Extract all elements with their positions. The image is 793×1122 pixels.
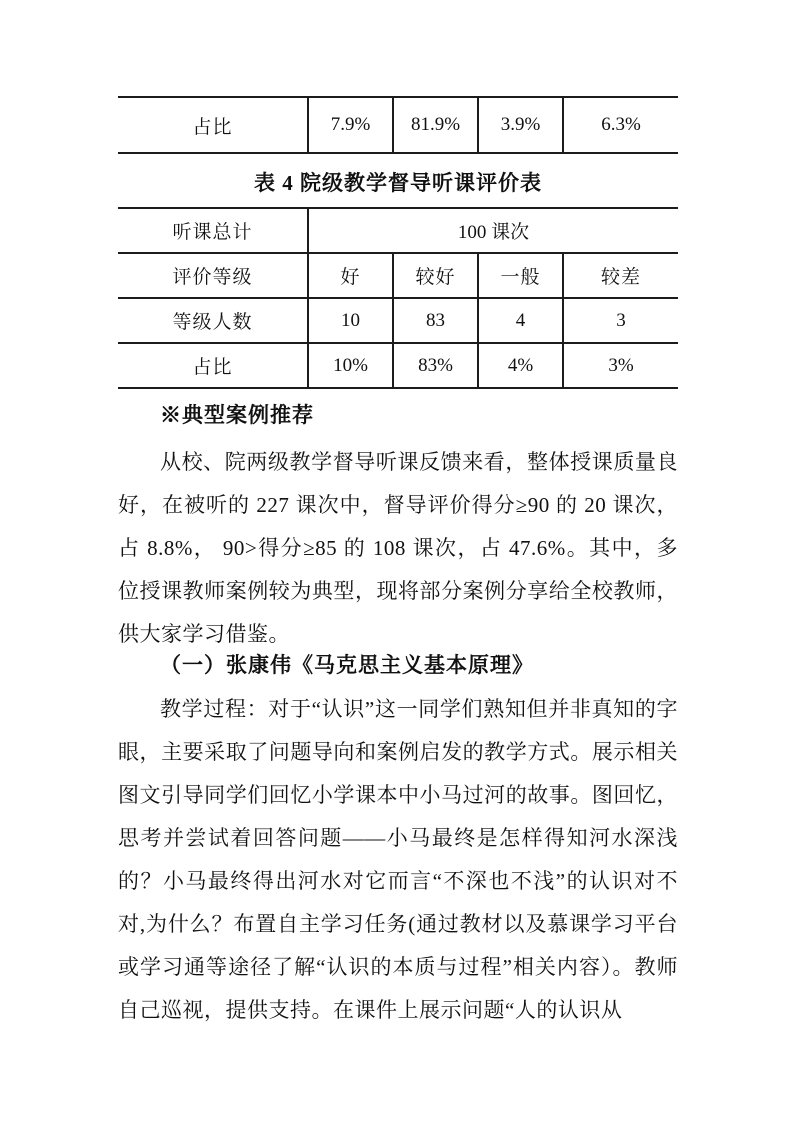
table-cell: 3 [563, 298, 678, 343]
table-cell: 3% [563, 343, 678, 388]
table-cell: 一般 [478, 253, 563, 298]
table-cell: 评价等级 [118, 253, 308, 298]
table-row-counts [118, 298, 678, 343]
table-cell: 好 [308, 253, 393, 298]
table-cell: 3.9% [478, 97, 563, 153]
table4-title: 表 4 院级教学督导听课评价表 [254, 171, 542, 195]
table-cell: 占比 [118, 343, 308, 388]
table-cell: 10 [308, 298, 393, 343]
paragraph-summary: 从校、院两级教学督导听课反馈来看，整体授课质量良好，在被听的 227 课次中，督导评价得分≥90 的 20 课次，占 8.8%， 90>得分≥85 的 108 课次，占 47.6%。其中，多位授课教师案例较为典型，现将部分案例分享给全校教师，供大家学习借鉴。 [118, 450, 678, 646]
section-heading: ※典型案例推荐 [160, 403, 314, 427]
paragraph-case-description: 教学过程：对于“认识”这一同学们熟知但并非真知的字眼，主要采取了问题导向和案例启发的教学方式。展示相关图文引导同学们回忆小学课本中小马过河的故事。图回忆，思考并尝试着回答问题——小马最终是怎样得知河水深浅的？小马最终得出河水对它而言“不深也不浅”的认识对不对,为什么？布置自主学习任务(通过教材以及慕课学习平台或学习通等途径了解“认识的本质与过程”相关内容）。教师自己巡视，提供支持。在课件上展示问题“人的认识从 [118, 697, 678, 1022]
table-cell: 4 [478, 298, 563, 343]
table-cell: 听课总计 [118, 208, 308, 253]
table-cell: 81.9% [393, 97, 478, 153]
table-cell: 10% [308, 343, 393, 388]
table-row-ratios [118, 343, 678, 388]
table-row [118, 97, 678, 153]
table-cell: 较差 [563, 253, 678, 298]
table-cell: 100 课次 [308, 208, 678, 253]
table-cell: 等级人数 [118, 298, 308, 343]
case-heading: （一）张康伟《马克思主义基本原理》 [160, 653, 534, 677]
table-cell: 较好 [393, 253, 478, 298]
table-cell: 83 [393, 298, 478, 343]
previous-table-ratio-row [118, 96, 678, 154]
table-cell: 83% [393, 343, 478, 388]
table-cell: 4% [478, 343, 563, 388]
table-cell: 6.3% [563, 97, 678, 153]
table4 [118, 207, 678, 389]
table-cell: 7.9% [308, 97, 393, 153]
table-row-grades [118, 253, 678, 298]
table-row-summary [118, 208, 678, 253]
table-cell: 占比 [118, 97, 308, 153]
